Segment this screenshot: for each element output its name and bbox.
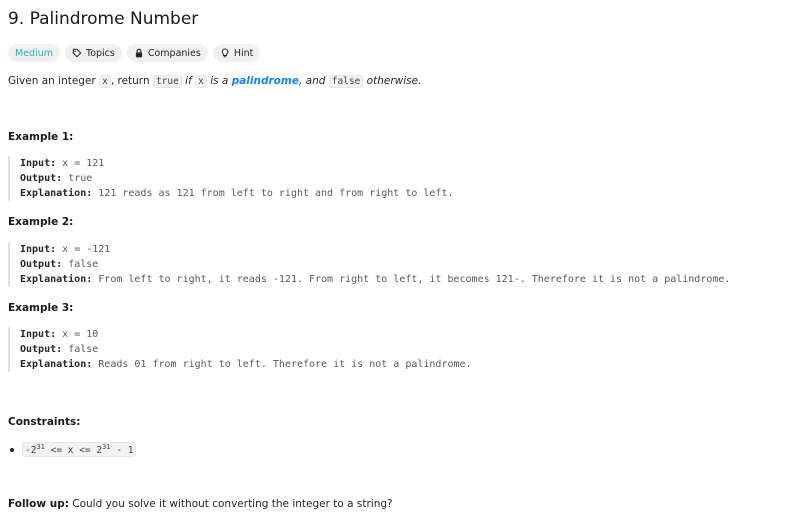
explanation-value: 121 reads as 121 from left to right and from right to left. [98, 188, 454, 199]
problem-statement [8, 75, 421, 87]
example-input [20, 327, 472, 342]
example-3-title: Example 3: [8, 302, 74, 314]
inline-code-true: true [153, 75, 182, 88]
constraint-exponent: 31 [102, 443, 111, 451]
follow-up-label: Follow up: [8, 498, 69, 510]
hint-label: Hint [233, 47, 254, 59]
topics-tag[interactable] [65, 44, 122, 62]
output-label: Output: [20, 344, 63, 355]
output-value: true [68, 173, 93, 184]
example-1-block [8, 156, 454, 201]
output-label: Output: [20, 173, 63, 184]
bullet-icon [10, 448, 14, 452]
constraint-item [8, 442, 136, 457]
example-explanation [20, 357, 472, 372]
constraint-part: -2 [25, 445, 37, 457]
explanation-value: From left to right, it reads -121. From right to left, it becomes 121-. Therefore it is not a palindrome. [98, 274, 731, 285]
constraint-part: <= x <= 2 [44, 445, 103, 457]
companies-tag[interactable] [127, 44, 208, 62]
example-input [20, 242, 730, 257]
example-output [20, 171, 454, 186]
follow-up [8, 498, 393, 510]
explanation-label: Explanation: [20, 188, 93, 199]
example-2-block [8, 242, 730, 287]
example-explanation [20, 186, 454, 201]
constraint-part: - 1 [110, 445, 134, 457]
topics-label: Topics [86, 47, 115, 59]
statement-text: if [181, 75, 196, 87]
hint-tag[interactable] [213, 44, 261, 62]
example-input [20, 156, 454, 171]
input-label: Input: [20, 244, 57, 255]
example-output [20, 257, 730, 272]
output-value: false [68, 344, 99, 355]
constraint-code [22, 442, 136, 457]
constraint-exponent: 31 [36, 443, 45, 451]
example-1-title: Example 1: [8, 131, 74, 143]
inline-code-x: x [99, 75, 111, 88]
problem-title: 9. Palindrome Number [8, 9, 199, 29]
statement-text: , return [110, 75, 153, 87]
tag-icon [72, 48, 82, 58]
statement-text: Given an integer [8, 75, 100, 87]
output-label: Output: [20, 259, 63, 270]
example-2-title: Example 2: [8, 216, 74, 228]
follow-up-text: Could you solve it without converting the integer to a string? [68, 498, 393, 510]
difficulty-badge: Medium [8, 44, 60, 62]
inline-code-false: false [329, 75, 364, 88]
lightbulb-icon [220, 48, 230, 58]
input-value: x = 10 [62, 329, 99, 340]
statement-text: otherwise. [363, 75, 422, 87]
companies-label: Companies [147, 47, 201, 59]
example-output [20, 342, 472, 357]
problem-tags [8, 44, 260, 62]
palindrome-link[interactable]: palindrome [231, 75, 299, 87]
input-value: x = 121 [62, 158, 105, 169]
example-3-block [8, 327, 472, 372]
input-value: x = -121 [62, 244, 111, 255]
example-explanation [20, 272, 730, 287]
explanation-label: Explanation: [20, 359, 93, 370]
constraints-title: Constraints: [8, 416, 81, 428]
statement-text: is a [206, 75, 232, 87]
lock-icon [134, 48, 144, 58]
input-label: Input: [20, 329, 57, 340]
input-label: Input: [20, 158, 57, 169]
statement-text: , and [298, 75, 329, 87]
explanation-label: Explanation: [20, 274, 93, 285]
inline-code-x: x [195, 75, 207, 88]
output-value: false [68, 259, 99, 270]
explanation-value: Reads 01 from right to left. Therefore it is not a palindrome. [98, 359, 472, 370]
